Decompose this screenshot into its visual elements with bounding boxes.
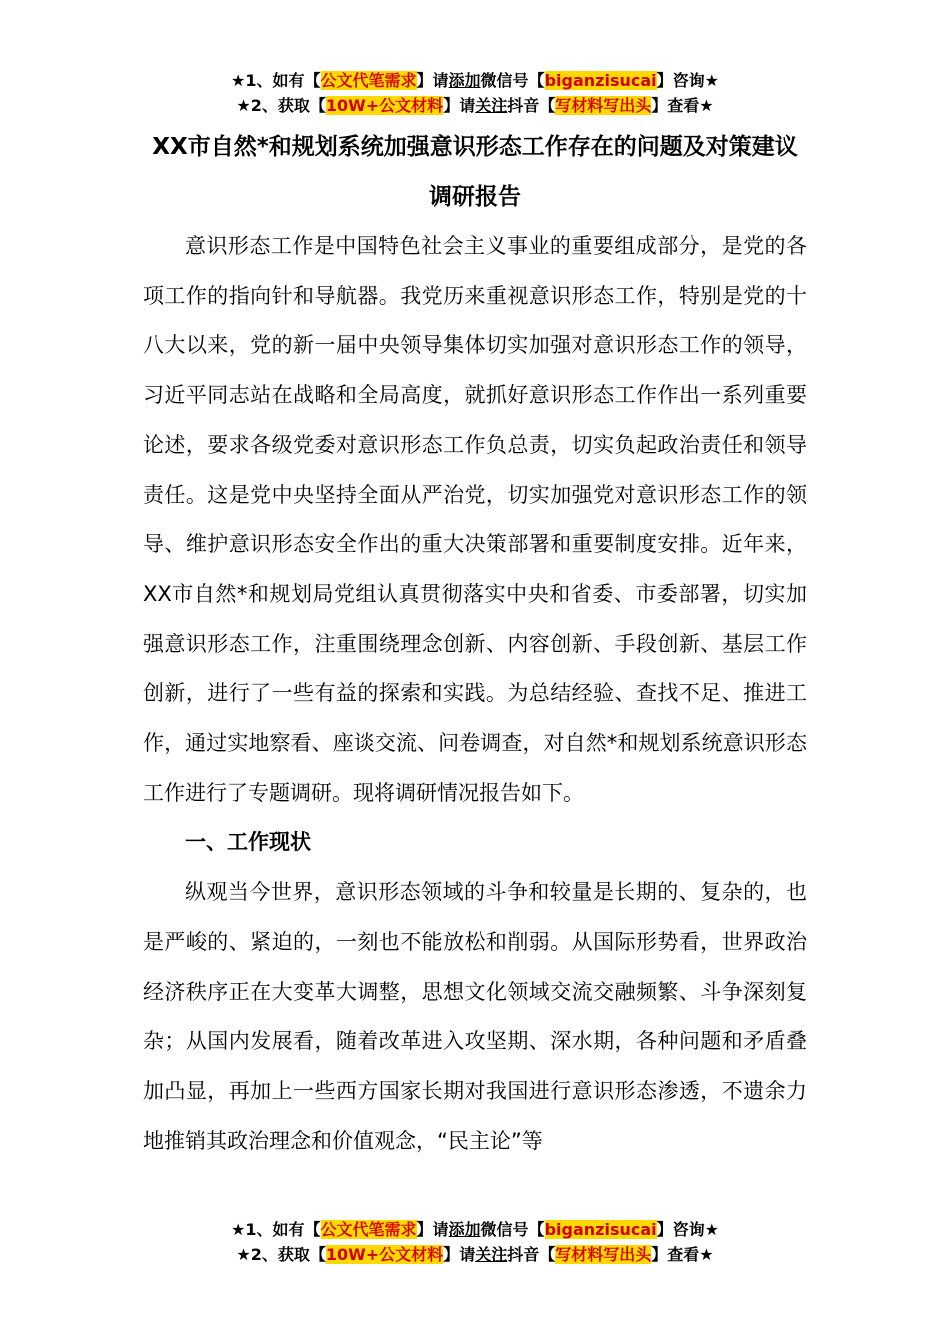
- banner-highlight: 10W+公文材料: [325, 1245, 444, 1264]
- banner-highlight: 公文代笔需求: [320, 1220, 417, 1239]
- document-body: [143, 222, 807, 1166]
- banner-text: 】咨询★: [656, 1220, 719, 1239]
- banner-highlight: 公文代笔需求: [320, 71, 417, 90]
- banner-highlight: biganzisucai: [544, 71, 657, 90]
- banner-line-2: [0, 1242, 950, 1267]
- footer-banner: [0, 1217, 950, 1267]
- banner-text: 抖音【: [507, 96, 556, 115]
- banner-text: 】咨询★: [656, 71, 719, 90]
- banner-underline: 添加: [448, 1220, 481, 1239]
- intro-paragraph: 意识形态工作是中国特色社会主义事业的重要组成部分，是党的各项工作的指向针和导航器。我党历来重视意识形态工作，特别是党的十八大以来，党的新一届中央领导集体切实加强对意识形态工作的领导，习近平同志站在战略和全局高度，就抓好意识形态工作作出一系列重要论述，要求各级党委对意识形态工作负总责，切实负起政治责任和领导责任。这是党中央坚持全面从严治党，切实加强党对意识形态工作的领导、维护意识形态安全作出的重大决策部署和重要制度安排。近年来，XX市自然*和规划局党组认真贯彻落实中央和省委、市委部署，切实加强意识形态工作，注重围绕理念创新、内容创新、手段创新、基层工作创新，进行了一些有益的探索和实践。为总结经验、查找不足、推进工作，通过实地察看、座谈交流、问卷调查，对自然*和规划系统意识形态工作进行了专题调研。现将调研情况报告如下。: [143, 234, 807, 805]
- banner-text: 】查看★: [651, 1245, 714, 1264]
- section-heading: 一、工作现状: [185, 830, 311, 855]
- section-paragraph: 纵观当今世界，意识形态领域的斗争和较量是长期的、复杂的，也是严峻的、紧迫的，一刻也不能放松和削弱。从国际形势看，世界政治经济秩序正在大变革大调整，思想文化领域交流交融频繁、斗争深刻复杂；从国内发展看，随着改革进入攻坚期、深水期，各种问题和矛盾叠加凸显，再加上一些西方国家长期对我国进行意识形态渗透，不遗余力地推销其政治理念和价值观念，“民主论”等: [143, 880, 807, 1153]
- banner-highlight: 写材料写出头: [555, 1245, 652, 1264]
- banner-underline: 关注: [475, 1245, 508, 1264]
- banner-text: 】请: [416, 71, 449, 90]
- banner-text: ★1、如有【: [231, 71, 321, 90]
- document-title: XX市自然*和规划系统加强意识形态工作存在的问题及对策建议调研报告: [152, 134, 798, 210]
- banner-text: ★2、获取【: [236, 96, 326, 115]
- banner-line-1: [0, 1217, 950, 1242]
- banner-underline: 添加: [448, 71, 481, 90]
- banner-highlight: 10W+公文材料: [325, 96, 444, 115]
- banner-line-2: [0, 93, 950, 118]
- banner-text: 微信号【: [480, 1220, 545, 1239]
- banner-text: 】请: [416, 1220, 449, 1239]
- banner-text: 】请: [443, 1245, 476, 1264]
- banner-text: ★2、获取【: [236, 1245, 326, 1264]
- header-banner: [0, 68, 950, 118]
- banner-highlight: 写材料写出头: [555, 96, 652, 115]
- banner-text: ★1、如有【: [231, 1220, 321, 1239]
- banner-text: 抖音【: [507, 1245, 556, 1264]
- banner-highlight: biganzisucai: [544, 1220, 657, 1239]
- banner-text: 微信号【: [480, 71, 545, 90]
- banner-text: 】请: [443, 96, 476, 115]
- banner-text: 】查看★: [651, 96, 714, 115]
- banner-underline: 关注: [475, 96, 508, 115]
- banner-line-1: [0, 68, 950, 93]
